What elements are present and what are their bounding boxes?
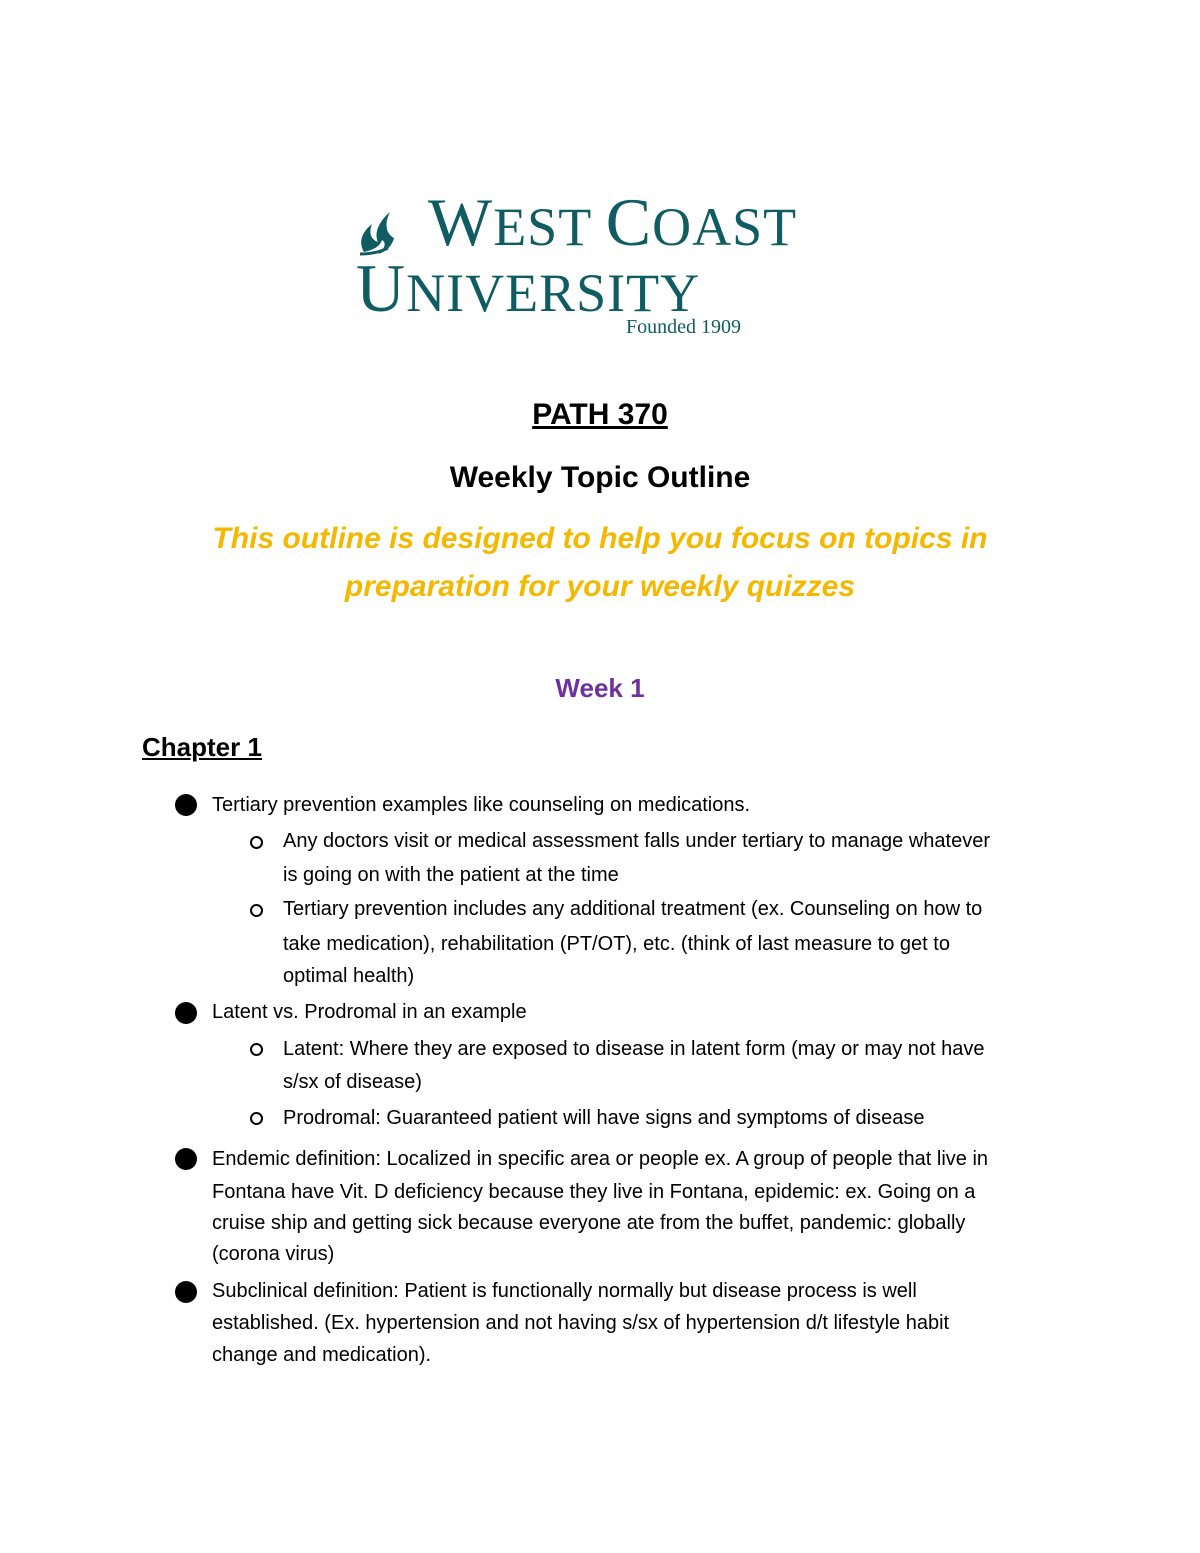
outline-item-line: established. (Ex. hypertension and not having s/sx of hypertension d/t lifestyle habit: [212, 1312, 950, 1334]
outline-subitem-line: Any doctors visit or medical assessment falls under tertiary to manage whatever: [283, 830, 990, 852]
outline-item-line: Fontana have Vit. D deficiency because they live in Fontana, epidemic: ex. Going on a: [212, 1181, 976, 1203]
document-title: Weekly Topic Outline: [449, 461, 751, 494]
outline-item-line: Tertiary prevention examples like counseling on medications.: [212, 794, 751, 816]
filled-bullet-icon: [175, 794, 197, 816]
outline-item-line: Subclinical definition: Patient is functionally normally but disease process is well: [212, 1280, 917, 1302]
hollow-bullet-icon: [250, 1112, 263, 1125]
outline-subitem-line: take medication), rehabilitation (PT/OT), etc. (think of last measure to get to: [283, 933, 950, 955]
outline-subitem-line: Prodromal: Guaranteed patient will have signs and symptoms of disease: [283, 1107, 925, 1129]
filled-bullet-icon: [175, 1002, 197, 1024]
chapter-heading: Chapter 1: [142, 732, 262, 762]
outline-subitem-line: Latent: Where they are exposed to disease in latent form (may or may not have: [283, 1038, 985, 1060]
outline-subitem-line: is going on with the patient at the time: [283, 864, 619, 886]
outline-subitem-line: optimal health): [283, 965, 415, 987]
outline-item-line: cruise ship and getting sick because everyone ate from the buffet, pandemic: globally: [212, 1212, 966, 1234]
week-heading: Week 1: [555, 673, 645, 703]
logo-letter: C: [605, 184, 653, 260]
hollow-bullet-icon: [250, 1043, 263, 1056]
outline-item-line: Latent vs. Prodromal in an example: [212, 1001, 527, 1023]
logo-letter: W: [428, 184, 494, 260]
outline-item-line: change and medication).: [212, 1344, 432, 1366]
logo-letters: NIVERSITY: [406, 263, 701, 323]
logo-letters: OAST: [652, 197, 798, 257]
outline-item-line: Endemic definition: Localized in specific area or people ex. A group of people that live in: [212, 1148, 989, 1170]
logo-founded: Founded 1909: [626, 316, 741, 338]
logo-letters: EST: [493, 197, 606, 257]
outline-subitem-line: Tertiary prevention includes any additional treatment (ex. Counseling on how to: [283, 898, 983, 920]
hollow-bullet-icon: [250, 836, 263, 849]
tagline-line1: This outline is designed to help you focus on topics in: [212, 522, 988, 555]
hollow-bullet-icon: [250, 904, 263, 917]
tagline-line2: preparation for your weekly quizzes: [344, 570, 856, 603]
filled-bullet-icon: [175, 1281, 197, 1303]
outline-subitem-line: s/sx of disease): [283, 1071, 422, 1093]
outline-item-line: (corona virus): [212, 1243, 335, 1265]
course-code: PATH 370: [532, 398, 668, 431]
filled-bullet-icon: [175, 1148, 197, 1170]
logo-letter: U: [356, 250, 407, 326]
